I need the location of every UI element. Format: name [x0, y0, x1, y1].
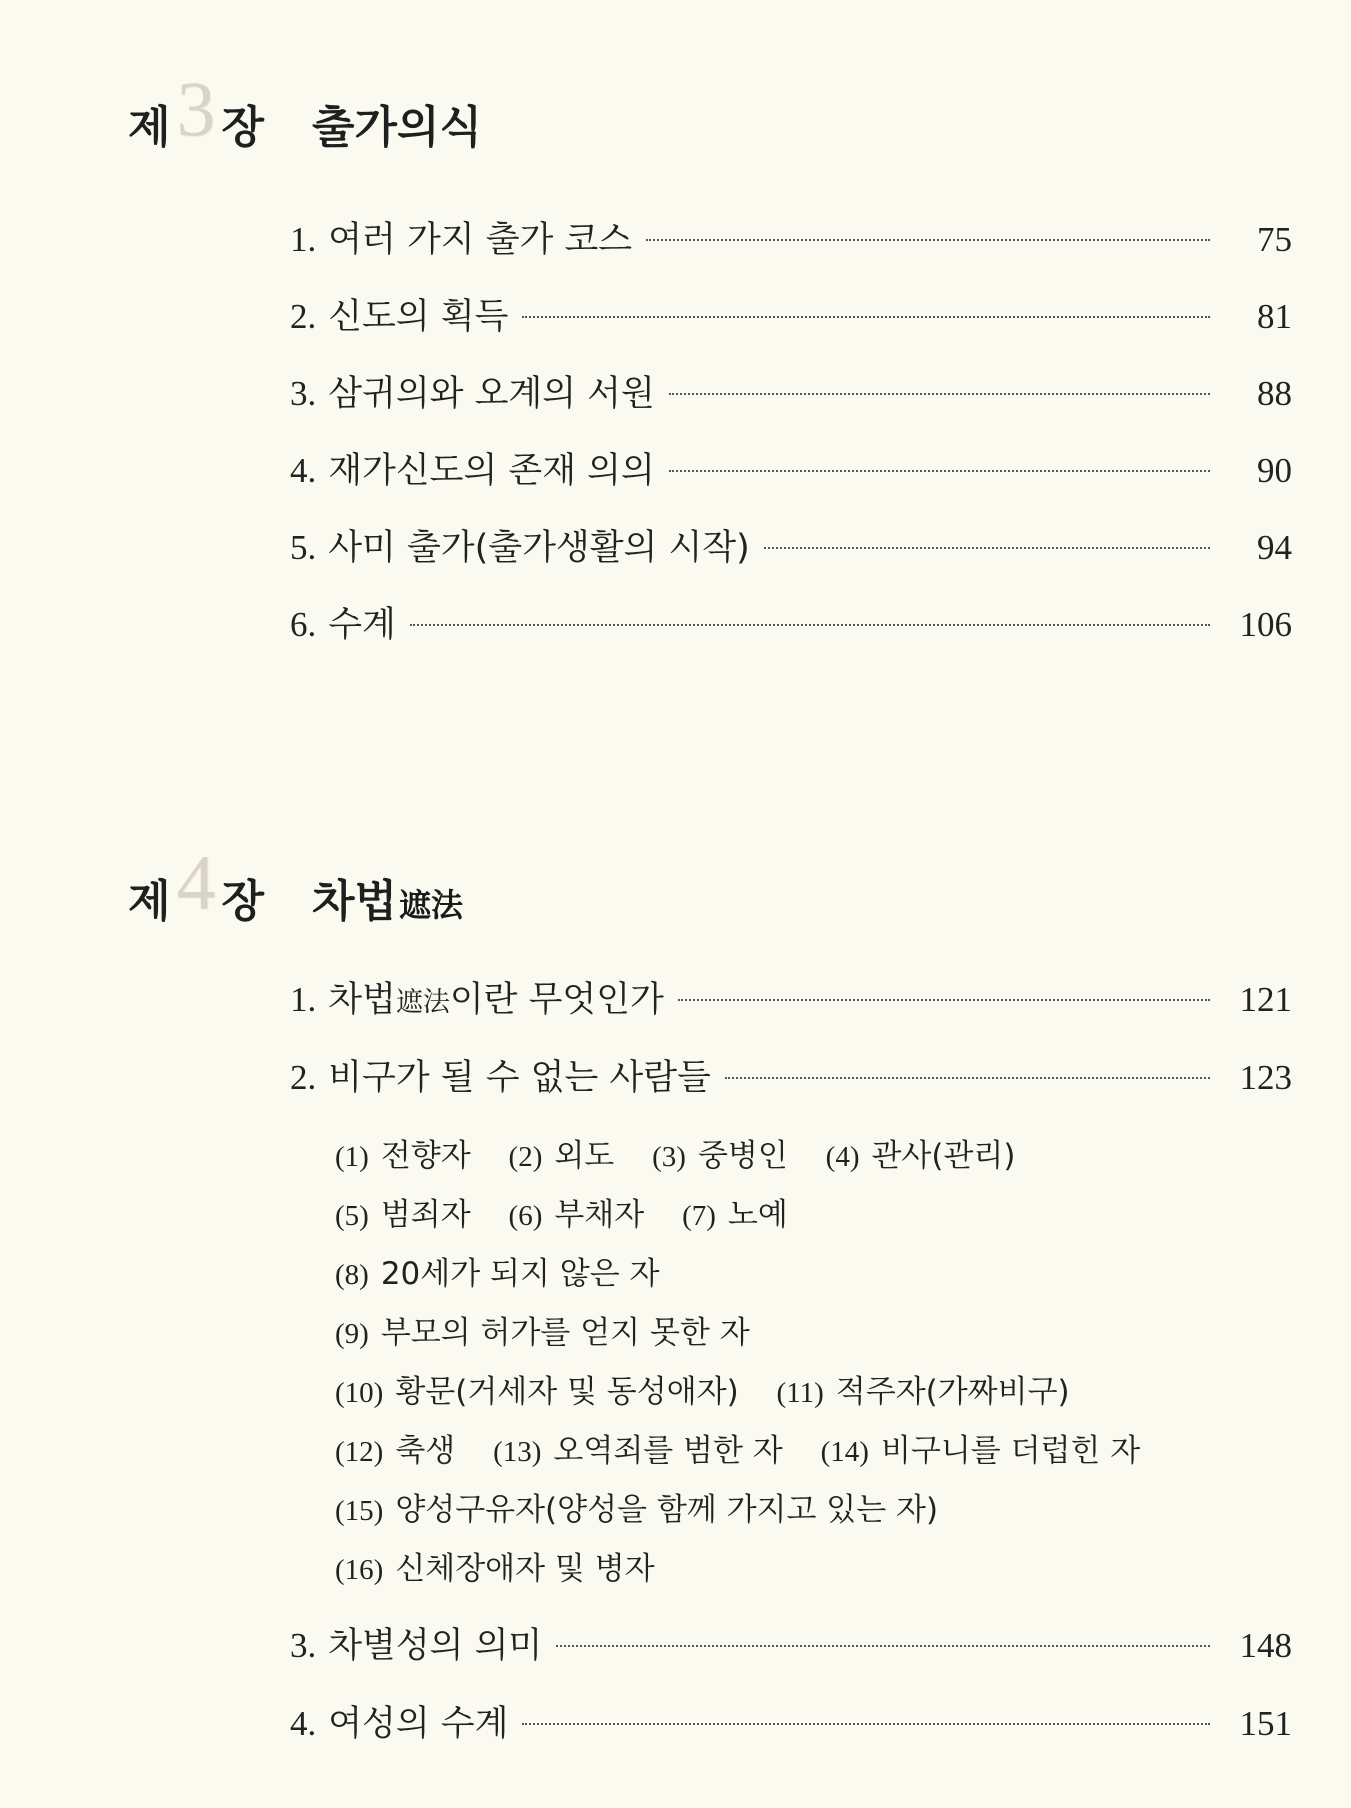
entry-title-part: 차법 — [328, 980, 396, 1020]
sub-item-number: (11) — [776, 1377, 824, 1409]
sub-list-line — [335, 1248, 687, 1293]
sub-list-line — [335, 1189, 816, 1234]
sub-item — [335, 1138, 471, 1174]
entry-title — [328, 972, 664, 1022]
sub-item-number: (1) — [335, 1141, 369, 1173]
dot-leader — [522, 1723, 1210, 1725]
entry-title: 비구가 될 수 없는 사람들 — [328, 1058, 711, 1098]
sub-list-line — [335, 1307, 778, 1352]
toc-entry[interactable] — [290, 1696, 1292, 1746]
sub-item-text: 황문(거세자 및 동성애자) — [395, 1374, 739, 1410]
dot-leader — [678, 999, 1210, 1001]
toc-entry[interactable] — [290, 212, 1292, 262]
entry-number: 6. — [290, 605, 317, 644]
entry-number: 4. — [290, 451, 317, 490]
sub-item-text: 중병인 — [697, 1138, 788, 1174]
entry-page: 75 — [1257, 220, 1292, 259]
sub-item-text: 적주자(가짜비구) — [835, 1374, 1070, 1410]
entry-page: 151 — [1239, 1704, 1292, 1743]
entry-title: 수계 — [328, 605, 396, 645]
sub-item-number: (4) — [825, 1141, 860, 1173]
dot-leader — [764, 547, 1210, 549]
entry-page: 106 — [1239, 605, 1292, 644]
chapter-number: 3 — [176, 65, 216, 152]
sub-item-number: (7) — [682, 1200, 716, 1232]
entry-number: 2. — [290, 297, 317, 336]
sub-list-line — [335, 1484, 966, 1529]
chapter-title: 차법 — [312, 876, 398, 927]
sub-item — [826, 1138, 1016, 1174]
entry-title: 여러 가지 출가 코스 — [328, 220, 633, 260]
sub-item-number: (13) — [493, 1436, 542, 1468]
sub-item-text: 부모의 허가를 얻지 못한 자 — [380, 1315, 750, 1351]
entry-page: 123 — [1239, 1058, 1292, 1097]
sub-item — [509, 1197, 645, 1233]
entry-title: 사미 출가(출가생활의 시작) — [328, 528, 750, 568]
entry-page: 81 — [1257, 297, 1292, 336]
sub-item — [335, 1256, 659, 1292]
entry-title-part: 이란 무엇인가 — [449, 980, 664, 1020]
toc-entry[interactable] — [290, 597, 1292, 647]
sub-list-line — [335, 1366, 1098, 1411]
sub-item-text: 범죄자 — [380, 1197, 471, 1233]
entry-number: 5. — [290, 528, 317, 567]
sub-item-text: 노예 — [727, 1197, 788, 1233]
toc-entry[interactable] — [290, 1050, 1292, 1100]
sub-item — [777, 1374, 1070, 1410]
sub-item-text: 비구니를 더럽힌 자 — [880, 1433, 1141, 1469]
sub-item — [335, 1374, 739, 1410]
dot-leader — [669, 470, 1210, 472]
toc-entry[interactable] — [290, 1618, 1292, 1668]
sub-item-number: (16) — [335, 1554, 384, 1586]
sub-item-number: (5) — [335, 1200, 369, 1232]
entry-page: 121 — [1239, 980, 1292, 1019]
toc-entry[interactable] — [290, 366, 1292, 416]
sub-item-text: 축생 — [395, 1433, 456, 1469]
chapter-title: 출가의식 — [312, 102, 483, 153]
chapter-title-hanja: 遮法 — [399, 886, 464, 924]
sub-item-number: (15) — [335, 1495, 384, 1527]
sub-item — [821, 1433, 1141, 1469]
entry-page: 148 — [1239, 1626, 1292, 1665]
sub-item-number: (12) — [335, 1436, 384, 1468]
entry-title: 삼귀의와 오계의 서원 — [328, 374, 655, 414]
sub-item-text: 외도 — [554, 1138, 615, 1174]
sub-item-number: (6) — [508, 1200, 543, 1232]
sub-item-number: (9) — [335, 1318, 369, 1350]
entry-number: 3. — [290, 1626, 317, 1665]
dot-leader — [669, 393, 1210, 395]
sub-item-text: 신체장애자 및 병자 — [395, 1551, 655, 1587]
sub-item-text: 관사(관리) — [871, 1138, 1016, 1174]
entry-number: 1. — [290, 980, 317, 1019]
sub-item — [509, 1138, 615, 1174]
entry-page: 88 — [1257, 374, 1292, 413]
sub-item — [682, 1197, 788, 1233]
chapter-prefix: 제 — [128, 876, 171, 927]
chapter-suffix: 장 — [221, 102, 265, 153]
sub-item-text: 전향자 — [380, 1138, 471, 1174]
sub-list-line — [335, 1130, 1043, 1175]
sub-list-line — [335, 1425, 1168, 1470]
entry-title-hanja: 遮法 — [395, 987, 450, 1018]
sub-item — [652, 1138, 788, 1174]
entry-number: 3. — [290, 374, 317, 413]
entry-title: 재가신도의 존재 의의 — [328, 451, 655, 491]
chapter-number: 4 — [176, 839, 216, 926]
sub-list-line — [335, 1543, 683, 1588]
entry-page: 90 — [1257, 451, 1292, 490]
sub-item-text: 20세가 되지 않은 자 — [380, 1256, 660, 1292]
entry-number: 1. — [290, 220, 317, 259]
dot-leader — [410, 624, 1210, 626]
toc-entry[interactable] — [290, 972, 1292, 1022]
entry-title: 신도의 획득 — [328, 297, 509, 337]
sub-item-number: (10) — [335, 1377, 384, 1409]
entry-number: 2. — [290, 1058, 317, 1097]
sub-item-number: (3) — [652, 1141, 686, 1173]
dot-leader — [522, 316, 1210, 318]
sub-item-number: (2) — [508, 1141, 543, 1173]
sub-item — [335, 1315, 750, 1351]
sub-item-text: 부채자 — [554, 1197, 645, 1233]
chapter-3-heading — [128, 65, 483, 168]
sub-item-number: (14) — [820, 1436, 869, 1468]
sub-item-text: 양성구유자(양성을 함께 가지고 있는 자) — [395, 1492, 939, 1528]
dot-leader — [646, 239, 1210, 241]
toc-entry[interactable] — [290, 443, 1292, 493]
entry-page: 94 — [1257, 528, 1292, 567]
sub-item — [335, 1197, 471, 1233]
sub-item — [493, 1433, 783, 1469]
chapter-4-heading — [128, 839, 464, 942]
entry-title: 여성의 수계 — [328, 1704, 509, 1744]
sub-item — [335, 1551, 655, 1587]
toc-entry[interactable] — [290, 520, 1292, 570]
dot-leader — [556, 1645, 1210, 1647]
entry-title: 차별성의 의미 — [328, 1626, 543, 1666]
entry-number: 4. — [290, 1704, 317, 1743]
chapter-suffix: 장 — [221, 876, 265, 927]
sub-item — [335, 1433, 455, 1469]
toc-entry[interactable] — [290, 289, 1292, 339]
chapter-prefix: 제 — [128, 102, 171, 153]
dot-leader — [725, 1077, 1210, 1079]
sub-item — [335, 1492, 938, 1528]
sub-item-text: 오역죄를 범한 자 — [553, 1433, 783, 1469]
sub-item-number: (8) — [335, 1259, 369, 1291]
